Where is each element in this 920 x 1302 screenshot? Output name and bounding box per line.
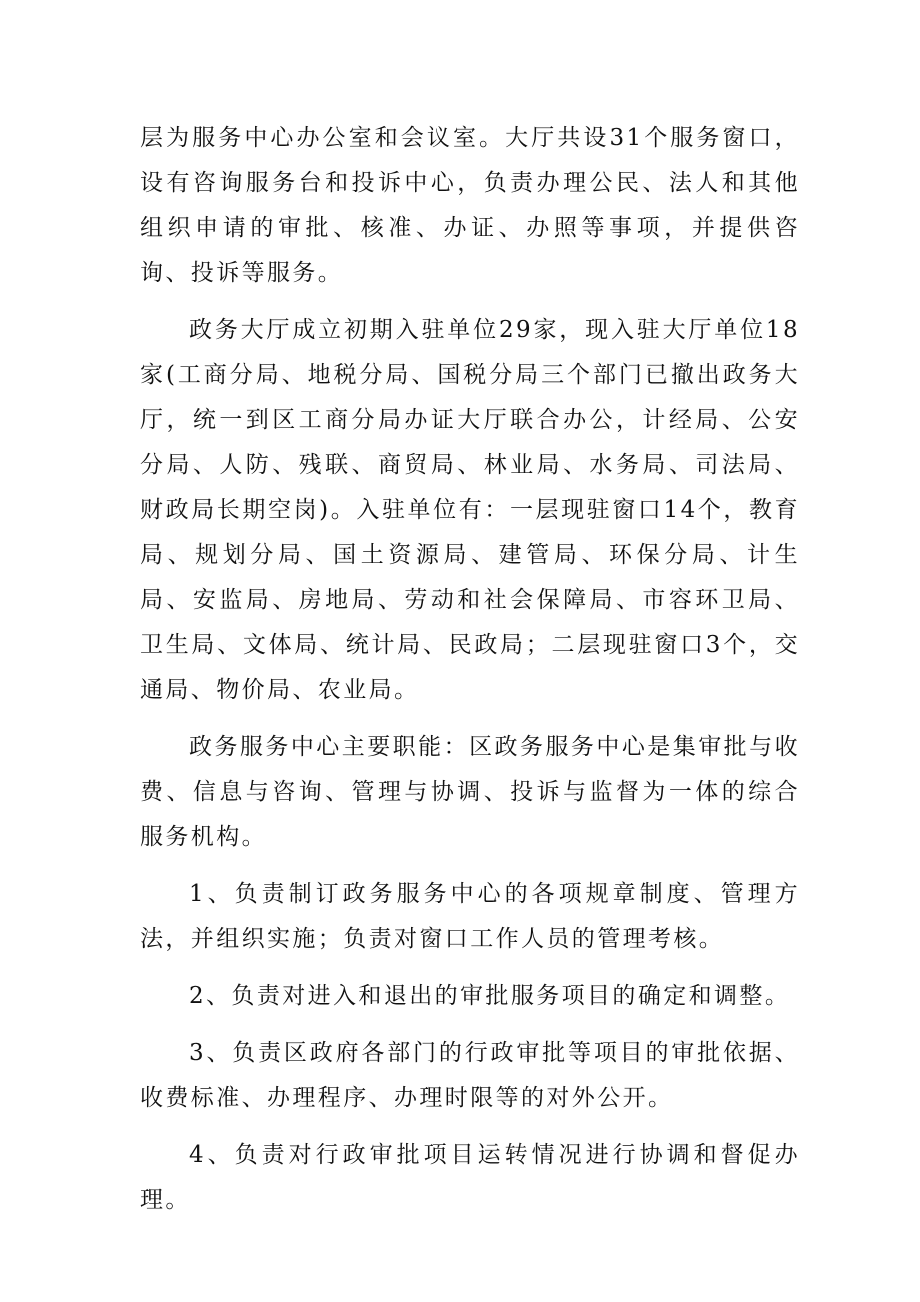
document-body (140, 116, 800, 1223)
paragraph-item-4: 4、负责对行政审批项目运转情况进行协调和督促办理。 (140, 1142, 800, 1213)
paragraph-service-hall: 层为服务中心办公室和会议室。大厅共设31个服务窗口，设有咨询服务台和投诉中心，负责办理公民、法人和其他组织申请的审批、核准、办证、办照等事项，并提供咨询、投诉等服务。 (140, 125, 800, 286)
paragraph-item-2: 2、负责对进入和退出的审批服务项目的确定和调整。 (189, 983, 791, 1009)
paragraph-main-functions: 政务服务中心主要职能：区政务服务中心是集审批与收费、信息与咨询、管理与协调、投诉与监督为一体的综合服务机构。 (140, 734, 800, 850)
paragraph-item-1: 1、负责制订政务服务中心的各项规章制度、管理方法，并组织实施；负责对窗口工作人员的管理考核。 (140, 881, 800, 952)
paragraph-item-3: 3、负责区政府各部门的行政审批等项目的审批依据、收费标准、办理程序、办理时限等的对外公开。 (140, 1040, 800, 1111)
paragraph-resident-units: 政务大厅成立初期入驻单位29家，现入驻大厅单位18家(工商分局、地税分局、国税分局三个部门已撤出政务大厅，统一到区工商分局办证大厅联合办公，计经局、公安分局、人防、残联、商贸局、林业局、水务局、司法局、财政局长期空岗)。入驻单位有：一层现驻窗口14个，教育局、规划分局、国土资源局、建管局、环保分局、计生局、安监局、房地局、劳动和社会保障局、市容环卫局、卫生局、文体局、统计局、民政局；二层现驻窗口3个，交通局、物价局、农业局。 (140, 317, 800, 703)
